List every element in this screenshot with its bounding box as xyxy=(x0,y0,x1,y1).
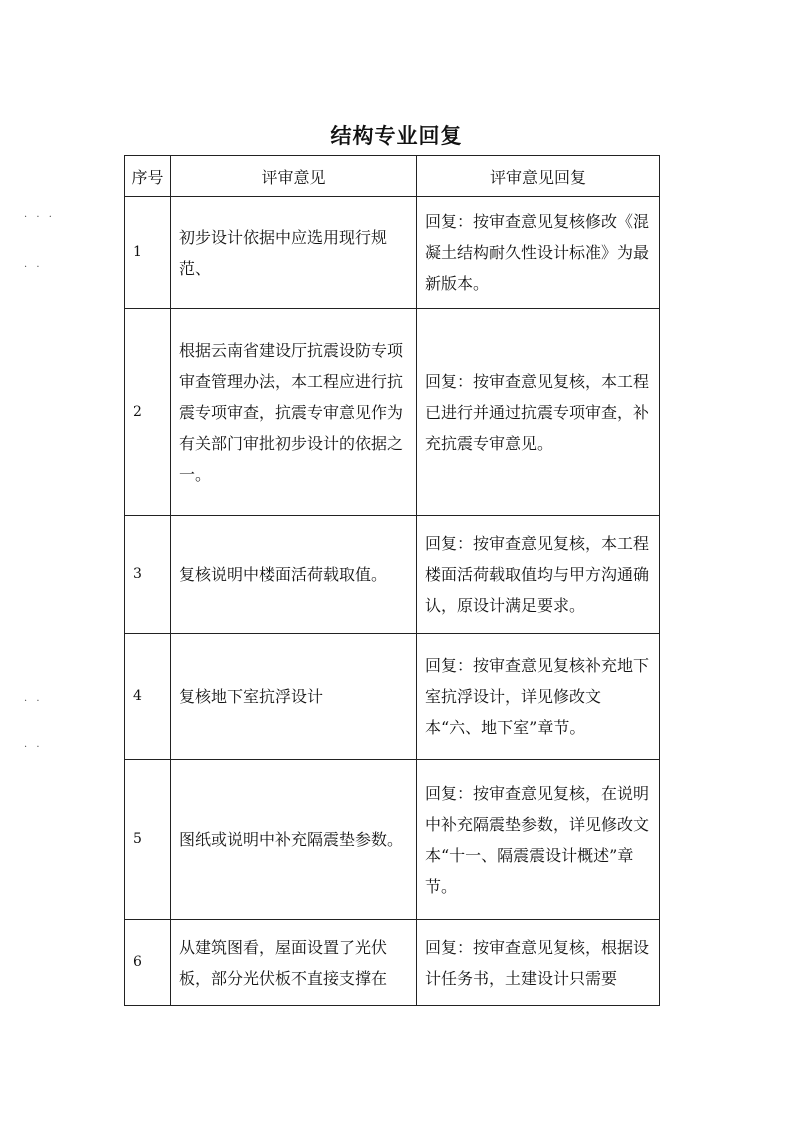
table-row xyxy=(125,920,660,1006)
opinion-cell: 根据云南省建设厅抗震设防专项审查管理办法，本工程应进行抗震专项审查，抗震专审意见作为有关部门审批初步设计的依据之一。 xyxy=(171,309,417,516)
reply-cell: 回复：按审查意见复核，本工程已进行并通过抗震专项审查，补充抗震专审意见。 xyxy=(417,309,660,516)
table-row xyxy=(125,309,660,516)
opinion-cell: 从建筑图看，屋面设置了光伏板，部分光伏板不直接支撑在 xyxy=(171,920,417,1006)
margin-mark: · · · xyxy=(24,212,55,223)
margin-mark: · · xyxy=(24,262,43,273)
table-row xyxy=(125,197,660,309)
reply-cell: 回复：按审查意见复核，本工程楼面活荷载取值均与甲方沟通确认，原设计满足要求。 xyxy=(417,516,660,634)
row-number: 4 xyxy=(125,634,171,760)
margin-mark: · · xyxy=(24,696,43,707)
document-title: 结构专业回复 xyxy=(330,124,463,148)
header-no: 序号 xyxy=(125,156,171,197)
header-reply: 评审意见回复 xyxy=(417,156,660,197)
table-row xyxy=(125,634,660,760)
reply-cell: 回复：按审查意见复核，根据设计任务书，土建设计只需要 xyxy=(417,920,660,1006)
row-number: 5 xyxy=(125,760,171,920)
opinion-cell: 复核地下室抗浮设计 xyxy=(171,634,417,760)
table-header-row xyxy=(125,156,660,197)
table-row xyxy=(125,516,660,634)
row-number: 6 xyxy=(125,920,171,1006)
row-number: 3 xyxy=(125,516,171,634)
review-reply-table xyxy=(124,155,660,1006)
reply-cell: 回复：按审查意见复核补充地下室抗浮设计，详见修改文本“六、地下室”章节。 xyxy=(417,634,660,760)
margin-mark: · · xyxy=(24,742,43,753)
row-number: 2 xyxy=(125,309,171,516)
reply-cell: 回复：按审查意见复核，在说明中补充隔震垫参数，详见修改文本“十一、隔震震设计概述”章节。 xyxy=(417,760,660,920)
header-opinion: 评审意见 xyxy=(171,156,417,197)
opinion-cell: 复核说明中楼面活荷载取值。 xyxy=(171,516,417,634)
table-row xyxy=(125,760,660,920)
row-number: 1 xyxy=(125,197,171,309)
opinion-cell: 初步设计依据中应选用现行规范、 xyxy=(171,197,417,309)
reply-cell: 回复：按审查意见复核修改《混凝土结构耐久性设计标准》为最新版本。 xyxy=(417,197,660,309)
opinion-cell: 图纸或说明中补充隔震垫参数。 xyxy=(171,760,417,920)
